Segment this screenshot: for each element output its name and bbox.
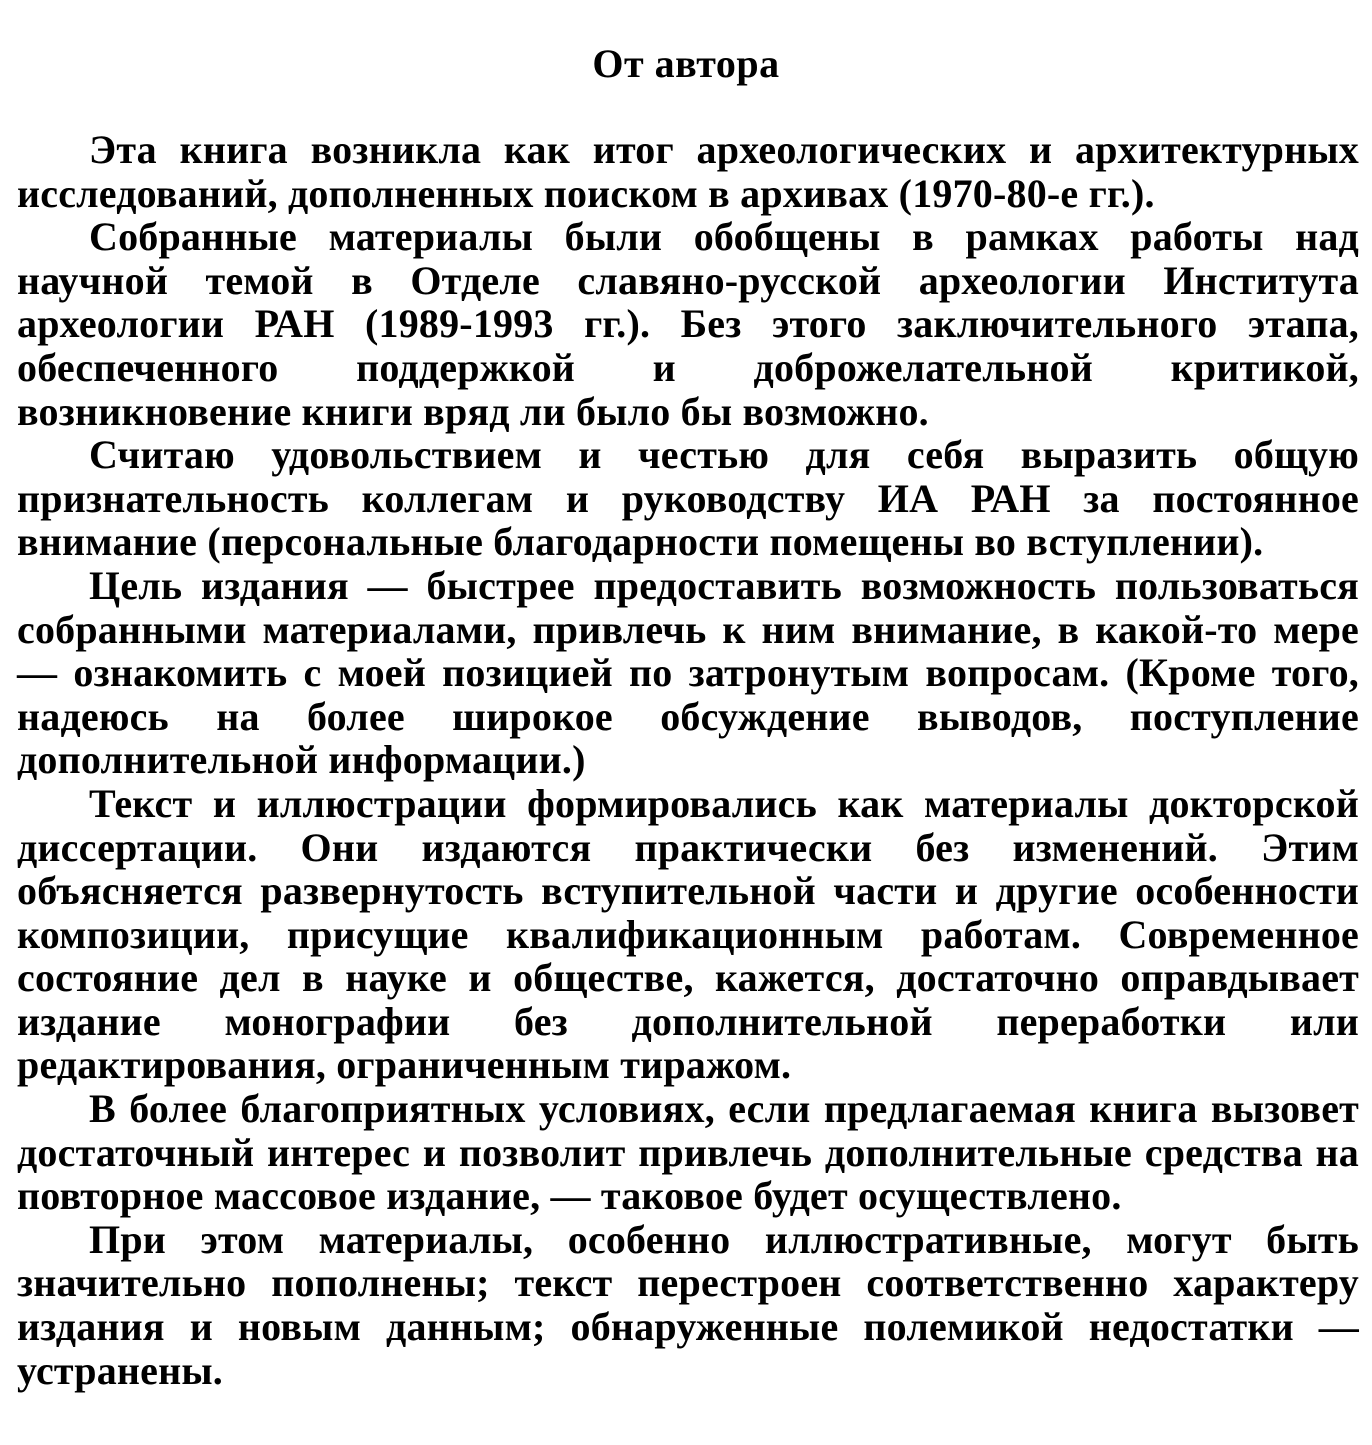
paragraph: При этом материалы, особенно иллюстративные, могут быть значительно пополнены; текст перестроен соответственно характеру издания и новым данным; обнаруженные полемикой недостатки — устранены. [17,1216,1359,1393]
paragraph: Текст и иллюстрации формировались как материалы докторской диссертации. Они издаются практически без изменений. Этим объясняется развернутость вступительной части и другие особенности композиции, присущие квалификационным работам. Современное состояние дел в науке и обществе, кажется, достаточно оправдывает издание монографии без дополнительной переработки или редактирования, ограниченным тиражом. [17,780,1359,1088]
paragraph: В более благоприятных условиях, если предлагаемая книга вызовет достаточный интерес и позволит привлечь дополнительные средства на повторное массовое издание, — таковое будет осуществлено. [17,1086,1359,1219]
paragraph: Считаю удовольствием и честью для себя выразить общую признательность коллегам и руководству ИА РАН за постоянное внимание (персональные благодарности помещены во вступлении). [17,432,1359,565]
page-title: От автора [592,41,780,86]
body-text [17,128,1359,1392]
paragraph: Цель издания — быстрее предоставить возможность пользоваться собранными материалами, привлечь к ним внимание, в какой-то мере — ознакомить с моей позицией по затронутым вопросам. (Кроме того, надеюсь на более широкое обсуждение выводов, поступление дополнительной информации.) [17,562,1359,783]
paragraph: Собранные материалы были обобщены в рамках работы над научной темой в Отделе славяно-русской археологии Института археологии РАН (1989-1993 гг.). Без этого заключительного этапа, обеспеченного поддержкой и доброжелательной критикой, возникновение книги вряд ли было бы возможно. [17,214,1359,434]
paragraph: Эта книга возникла как итог археологических и архитектурных исследований, дополненных поиском в архивах (1970-80-е гг.). [17,127,1359,216]
